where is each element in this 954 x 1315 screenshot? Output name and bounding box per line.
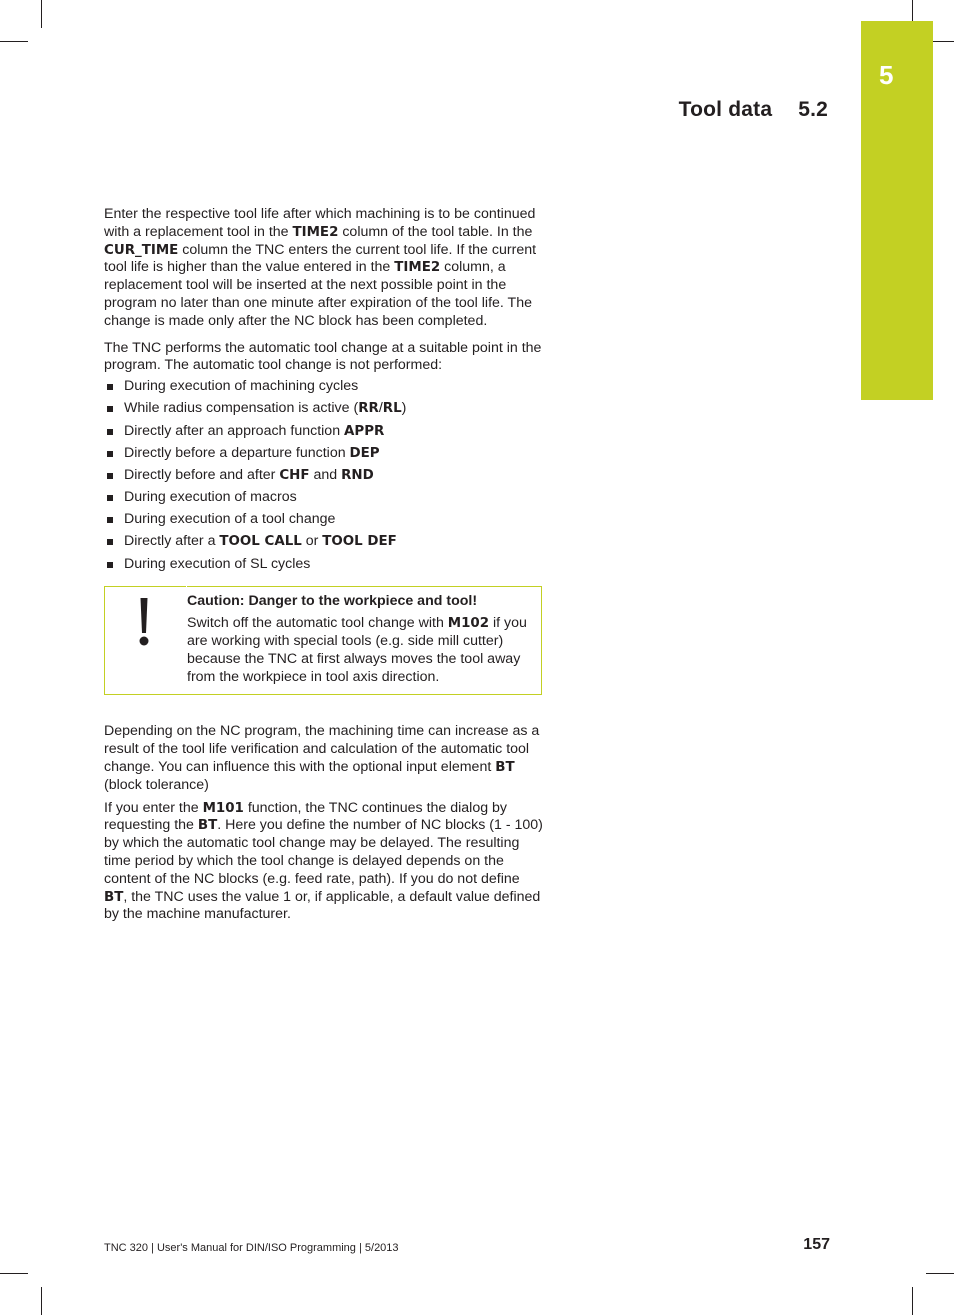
bullet-icon xyxy=(107,473,113,479)
list-item: While radius compensation is active (RR/RL) xyxy=(104,400,544,418)
page-number: 157 xyxy=(803,1236,830,1253)
list-item: During execution of machining cycles xyxy=(104,378,544,396)
caution-body: Switch off the automatic tool change with M102 if you are working with special tools (e.g. side mill cutter) because the TNC at first always moves the tool away from the workpiece in tool axis direction. xyxy=(187,615,527,685)
caution-text xyxy=(187,593,527,686)
bullet-icon xyxy=(107,429,113,435)
chapter-tab xyxy=(861,21,933,400)
paragraph: The TNC performs the automatic tool change at a suitable point in the program. The automatic tool change is not performed: xyxy=(104,339,542,374)
bullet-icon xyxy=(107,495,113,501)
caution-title: Caution: Danger to the workpiece and tool! xyxy=(187,593,478,610)
code-term: RND xyxy=(341,467,374,483)
paragraph: If you enter the M101 function, the TNC continues the dialog by requesting the BT. Here you define the number of NC blocks (1 - 100) by which the automatic tool change may be delayed. The resulting time period by which the tool change is delayed depends on the content of the NC blocks (e.g. feed rate, path). If you do not define BT, the TNC uses the value 1 or, if applicable, a default value defined by the machine manufacturer. xyxy=(104,799,543,923)
exclamation-icon xyxy=(137,597,151,647)
running-head-section: 5.2 xyxy=(798,98,828,121)
bullet-icon xyxy=(107,384,113,390)
crop-mark xyxy=(41,0,42,28)
code-term: BT xyxy=(197,818,218,834)
code-term: TIME2 xyxy=(394,260,441,276)
list-item: Directly before and after CHF and RND xyxy=(104,467,544,485)
code-term: DEP xyxy=(349,445,380,461)
footer-text: TNC 320 | User's Manual for DIN/ISO Programming | 5/2013 xyxy=(104,1242,399,1254)
list-item: During execution of macros xyxy=(104,489,544,507)
code-term: TOOL DEF xyxy=(322,534,397,550)
bullet-list xyxy=(104,378,544,573)
running-head-title: Tool data xyxy=(678,98,773,121)
crop-mark xyxy=(912,1287,913,1315)
paragraph: Depending on the NC program, the machining time can increase as a result of the tool life verification and calculation of the automatic tool change. You can influence this with the optional input element BT (block tolerance) xyxy=(104,723,540,793)
code-term: RL xyxy=(382,401,402,417)
code-term: TIME2 xyxy=(292,224,339,240)
list-item: Directly after an approach function APPR xyxy=(104,423,544,441)
crop-mark xyxy=(926,1273,954,1274)
bullet-icon xyxy=(107,406,113,412)
list-item: During execution of SL cycles xyxy=(104,556,544,574)
code-term: M101 xyxy=(202,800,244,816)
code-term: CHF xyxy=(279,467,310,483)
list-item: During execution of a tool change xyxy=(104,511,544,529)
list-item: Directly before a departure function DEP xyxy=(104,445,544,463)
code-term: BT xyxy=(104,889,124,905)
chapter-number: 5 xyxy=(879,60,894,90)
bullet-icon xyxy=(107,517,113,523)
main-content xyxy=(104,206,544,933)
code-term: RR xyxy=(358,401,379,417)
crop-mark xyxy=(41,1287,42,1315)
code-term: CUR_TIME xyxy=(104,242,179,258)
crop-mark xyxy=(0,1273,28,1274)
bullet-icon xyxy=(107,562,113,568)
code-term: APPR xyxy=(344,423,385,439)
bullet-icon xyxy=(107,451,113,457)
bullet-icon xyxy=(107,539,113,545)
code-term: M102 xyxy=(447,616,490,632)
paragraph: Enter the respective tool life after which machining is to be continued with a replacement tool in the TIME2 column of the tool table. In the CUR_TIME column the TNC enters the current tool life. If the current tool life is higher than the value entered in the TIME2 column, a replacement tool will be inserted at the next possible point in the program no later than one minute after expiration of the tool life. The change is made only after the NC block has been completed. xyxy=(104,206,537,329)
code-term: TOOL CALL xyxy=(219,534,302,550)
running-head xyxy=(679,98,828,122)
list-item: Directly after a TOOL CALL or TOOL DEF xyxy=(104,533,544,551)
caution-box xyxy=(104,586,542,695)
code-term: BT xyxy=(495,760,515,776)
crop-mark xyxy=(0,41,28,42)
